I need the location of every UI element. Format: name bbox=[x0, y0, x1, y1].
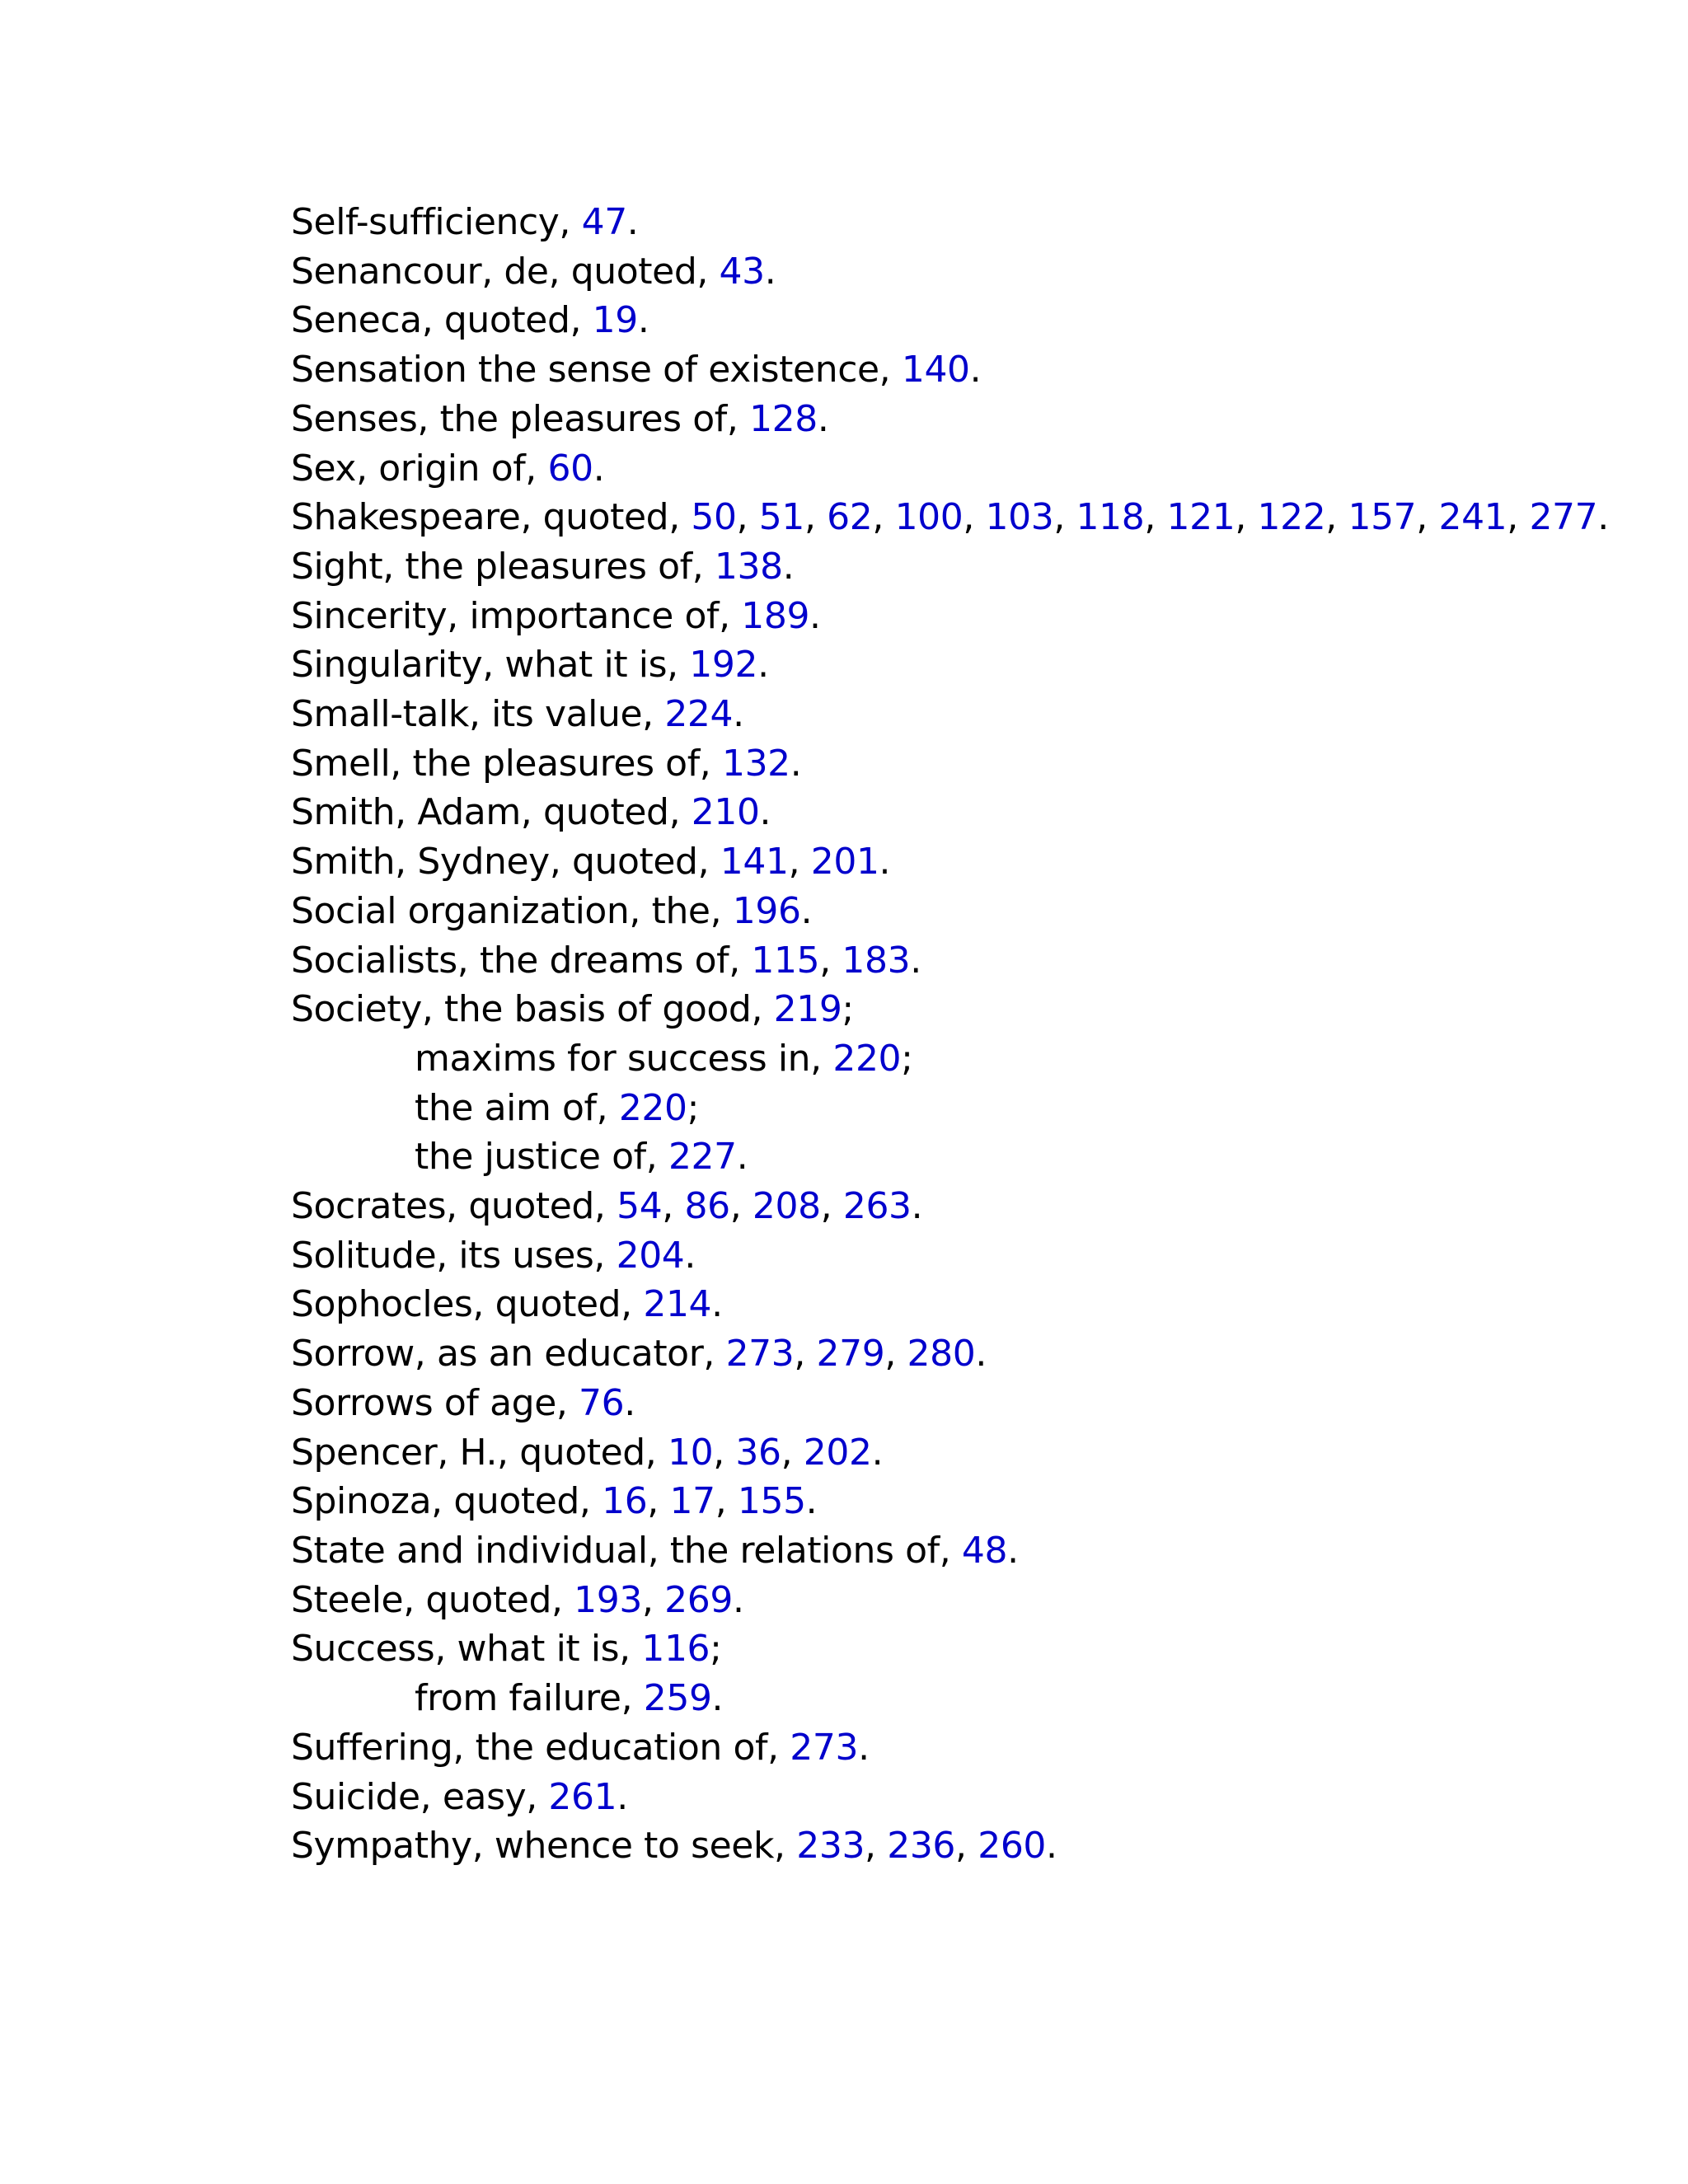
page-link[interactable]: 118 bbox=[1076, 496, 1145, 539]
entry-terminator: . bbox=[617, 1775, 628, 1818]
entry-terminator: . bbox=[858, 1726, 870, 1769]
entry-terminator: . bbox=[637, 299, 649, 342]
page-separator: , bbox=[736, 496, 759, 539]
page-link[interactable]: 116 bbox=[641, 1628, 710, 1671]
index-term: Sophocles, quoted, bbox=[291, 1283, 632, 1326]
index-term: Solitude, its uses, bbox=[291, 1234, 605, 1277]
page-separator: , bbox=[729, 1185, 753, 1228]
entry-terminator: . bbox=[624, 1381, 635, 1424]
entry-terminator: ; bbox=[710, 1628, 722, 1671]
page-link[interactable]: 220 bbox=[832, 1037, 902, 1080]
page-link[interactable]: 263 bbox=[842, 1185, 912, 1228]
index-entry bbox=[291, 1428, 1651, 1478]
page-link[interactable]: 157 bbox=[1348, 496, 1417, 539]
index-entry bbox=[291, 345, 1651, 395]
entry-terminator: . bbox=[711, 1677, 724, 1720]
page-link[interactable]: 54 bbox=[617, 1185, 663, 1228]
page-link[interactable]: 261 bbox=[548, 1775, 617, 1818]
page-link[interactable]: 214 bbox=[643, 1283, 712, 1326]
page-link[interactable]: 241 bbox=[1438, 496, 1507, 539]
page-separator: , bbox=[1235, 496, 1258, 539]
entry-terminator: . bbox=[800, 889, 813, 932]
index-subentry bbox=[291, 1034, 1651, 1084]
page-link[interactable]: 269 bbox=[664, 1578, 733, 1621]
page-separator: , bbox=[662, 1185, 685, 1228]
page-link[interactable]: 60 bbox=[547, 447, 593, 490]
entry-terminator: . bbox=[805, 1480, 818, 1523]
index-term: Sympathy, whence to seek, bbox=[291, 1825, 785, 1868]
page-link[interactable]: 155 bbox=[737, 1480, 806, 1523]
page-link[interactable]: 233 bbox=[796, 1825, 865, 1868]
index-term: Sensation the sense of existence, bbox=[291, 349, 891, 391]
page-link[interactable]: 48 bbox=[961, 1529, 1008, 1572]
page-link[interactable]: 17 bbox=[669, 1480, 715, 1523]
page-link[interactable]: 132 bbox=[721, 742, 790, 785]
entry-terminator: ; bbox=[687, 1086, 700, 1129]
index-entry bbox=[291, 1379, 1651, 1428]
page-link[interactable]: 100 bbox=[894, 496, 964, 539]
page-link[interactable]: 140 bbox=[901, 349, 970, 391]
index-term: Senses, the pleasures of, bbox=[291, 397, 738, 440]
page-link[interactable]: 277 bbox=[1529, 496, 1598, 539]
page-link[interactable]: 260 bbox=[978, 1825, 1047, 1868]
page-separator: , bbox=[1325, 496, 1348, 539]
page-link[interactable]: 51 bbox=[758, 496, 804, 539]
index-term: Sight, the pleasures of, bbox=[291, 545, 704, 588]
index-term: Suffering, the education of, bbox=[291, 1726, 779, 1769]
entry-terminator: . bbox=[911, 1185, 923, 1228]
index-subentry bbox=[291, 1084, 1651, 1133]
page-link[interactable]: 10 bbox=[667, 1431, 714, 1474]
page-link[interactable]: 193 bbox=[574, 1578, 642, 1621]
index-term: Smell, the pleasures of, bbox=[291, 742, 711, 785]
index-term: Social organization, the, bbox=[291, 889, 722, 932]
entry-terminator: . bbox=[809, 594, 821, 637]
page-link[interactable]: 210 bbox=[691, 791, 760, 834]
index-entry bbox=[291, 247, 1651, 297]
page-link[interactable]: 141 bbox=[720, 841, 789, 883]
page-link[interactable]: 86 bbox=[684, 1185, 730, 1228]
page-link[interactable]: 19 bbox=[592, 299, 638, 342]
index-entry bbox=[291, 296, 1651, 345]
index-entry bbox=[291, 1526, 1651, 1576]
page-link[interactable]: 138 bbox=[714, 545, 783, 588]
page-separator: , bbox=[788, 841, 811, 883]
entry-terminator: . bbox=[790, 742, 802, 785]
entry-terminator: . bbox=[593, 447, 605, 490]
index-term: Sincerity, importance of, bbox=[291, 594, 730, 637]
page-link[interactable]: 196 bbox=[732, 889, 801, 932]
index-entry bbox=[291, 1477, 1651, 1526]
entry-terminator: . bbox=[1007, 1529, 1019, 1572]
index-entry bbox=[291, 640, 1651, 690]
index-entry bbox=[291, 837, 1651, 887]
index-entry bbox=[291, 1624, 1651, 1674]
index-term: State and individual, the relations of, bbox=[291, 1529, 951, 1572]
entry-terminator: . bbox=[879, 841, 891, 883]
page-link[interactable]: 280 bbox=[907, 1333, 976, 1376]
index-term: Spencer, H., quoted, bbox=[291, 1431, 657, 1474]
index-term: Society, the basis of good, bbox=[291, 988, 763, 1031]
index-entry bbox=[291, 739, 1651, 789]
page-link[interactable]: 115 bbox=[751, 939, 820, 982]
page-separator: , bbox=[715, 1480, 738, 1523]
page-link[interactable]: 192 bbox=[689, 644, 758, 687]
index-list bbox=[291, 198, 1651, 1871]
index-term: Sorrow, as an educator, bbox=[291, 1333, 715, 1376]
entry-terminator: . bbox=[757, 644, 769, 687]
index-term: Smith, Sydney, quoted, bbox=[291, 841, 710, 883]
index-term: from failure, bbox=[415, 1677, 633, 1720]
index-entry bbox=[291, 985, 1651, 1034]
page-separator: , bbox=[1053, 496, 1076, 539]
page-separator: , bbox=[1416, 496, 1439, 539]
entry-terminator: . bbox=[684, 1234, 696, 1277]
page-link[interactable]: 236 bbox=[887, 1825, 956, 1868]
index-entry bbox=[291, 395, 1651, 444]
index-entry bbox=[291, 1280, 1651, 1329]
index-term: Senancour, de, quoted, bbox=[291, 250, 708, 293]
entry-terminator: . bbox=[626, 201, 639, 243]
index-entry bbox=[291, 592, 1651, 641]
page-link[interactable]: 189 bbox=[741, 594, 810, 637]
page-link[interactable]: 36 bbox=[735, 1431, 781, 1474]
page-link[interactable]: 201 bbox=[810, 841, 879, 883]
index-entry bbox=[291, 198, 1651, 247]
page-separator: , bbox=[963, 496, 986, 539]
page-separator: , bbox=[713, 1431, 736, 1474]
index-entry bbox=[291, 1329, 1651, 1379]
index-entry bbox=[291, 788, 1651, 837]
page-separator: , bbox=[884, 1333, 907, 1376]
page-separator: , bbox=[1144, 496, 1167, 539]
page-separator: , bbox=[781, 1431, 804, 1474]
index-term: Shakespeare, quoted, bbox=[291, 496, 680, 539]
index-term: Spinoza, quoted, bbox=[291, 1480, 591, 1523]
page-link[interactable]: 121 bbox=[1166, 496, 1236, 539]
index-term: the aim of, bbox=[415, 1086, 608, 1129]
page-separator: , bbox=[819, 939, 842, 982]
entry-terminator: . bbox=[733, 693, 744, 736]
index-term: the justice of, bbox=[415, 1136, 658, 1179]
index-entry bbox=[291, 542, 1651, 592]
index-entry bbox=[291, 1576, 1651, 1625]
page-link[interactable]: 279 bbox=[816, 1333, 885, 1376]
index-entry bbox=[291, 1723, 1651, 1773]
page-link[interactable]: 47 bbox=[581, 201, 627, 243]
page-separator: , bbox=[955, 1825, 978, 1868]
entry-terminator: . bbox=[732, 1578, 744, 1621]
entry-terminator: ; bbox=[842, 988, 854, 1031]
index-entry bbox=[291, 887, 1651, 936]
index-term: maxims for success in, bbox=[415, 1037, 822, 1080]
entry-terminator: . bbox=[759, 791, 771, 834]
page-link[interactable]: 103 bbox=[985, 496, 1054, 539]
page-link[interactable]: 224 bbox=[664, 693, 734, 736]
page-separator: , bbox=[1507, 496, 1530, 539]
index-term: Smith, Adam, quoted, bbox=[291, 791, 681, 834]
page-separator: , bbox=[865, 1825, 888, 1868]
page-link[interactable]: 273 bbox=[725, 1333, 795, 1376]
index-entry bbox=[291, 1773, 1651, 1822]
page-link[interactable]: 183 bbox=[842, 939, 911, 982]
page-link[interactable]: 208 bbox=[752, 1185, 821, 1228]
index-entry bbox=[291, 690, 1651, 739]
index-entry bbox=[291, 493, 1651, 542]
entry-terminator: . bbox=[871, 1431, 884, 1474]
index-term: Seneca, quoted, bbox=[291, 299, 582, 342]
page-link[interactable]: 50 bbox=[691, 496, 737, 539]
entry-terminator: . bbox=[764, 250, 776, 293]
page-link[interactable]: 219 bbox=[773, 988, 842, 1031]
index-subentry bbox=[291, 1132, 1651, 1182]
index-term: Socrates, quoted, bbox=[291, 1185, 606, 1228]
index-subentry bbox=[291, 1674, 1651, 1723]
page-separator: , bbox=[820, 1185, 843, 1228]
page-link[interactable]: 259 bbox=[643, 1677, 712, 1720]
page-separator: , bbox=[804, 496, 828, 539]
index-term: Steele, quoted, bbox=[291, 1578, 563, 1621]
index-entry bbox=[291, 936, 1651, 986]
page-link[interactable]: 202 bbox=[803, 1431, 872, 1474]
index-term: Sorrows of age, bbox=[291, 1381, 568, 1424]
entry-terminator: . bbox=[711, 1283, 723, 1326]
page-link[interactable]: 220 bbox=[618, 1086, 687, 1129]
entry-terminator: . bbox=[910, 939, 921, 982]
entry-terminator: . bbox=[782, 545, 795, 588]
page-link[interactable]: 204 bbox=[616, 1234, 685, 1277]
page-link[interactable]: 62 bbox=[827, 496, 873, 539]
index-term: Sex, origin of, bbox=[291, 447, 537, 490]
page-link[interactable]: 76 bbox=[579, 1381, 625, 1424]
entry-terminator: . bbox=[969, 349, 982, 391]
index-entry bbox=[291, 1821, 1651, 1871]
entry-terminator: ; bbox=[901, 1037, 913, 1080]
index-term: Socialists, the dreams of, bbox=[291, 939, 740, 982]
page-separator: , bbox=[872, 496, 895, 539]
index-entry bbox=[291, 1231, 1651, 1281]
index-entry bbox=[291, 1182, 1651, 1231]
page-link[interactable]: 128 bbox=[749, 397, 818, 440]
page-link[interactable]: 122 bbox=[1257, 496, 1326, 539]
entry-terminator: . bbox=[817, 397, 829, 440]
entry-terminator: . bbox=[975, 1333, 987, 1376]
page-link[interactable]: 273 bbox=[790, 1726, 859, 1769]
entry-terminator: . bbox=[736, 1136, 748, 1179]
page-link[interactable]: 227 bbox=[668, 1136, 737, 1179]
page-link[interactable]: 16 bbox=[602, 1480, 648, 1523]
page-separator: , bbox=[794, 1333, 817, 1376]
page-separator: , bbox=[647, 1480, 670, 1523]
entry-terminator: . bbox=[1046, 1825, 1057, 1868]
index-term: Suicide, easy, bbox=[291, 1775, 537, 1818]
index-term: Self-sufficiency, bbox=[291, 201, 570, 243]
entry-terminator: . bbox=[1597, 496, 1609, 539]
page-link[interactable]: 43 bbox=[719, 250, 765, 293]
index-entry bbox=[291, 444, 1651, 494]
index-term: Success, what it is, bbox=[291, 1628, 631, 1671]
page-separator: , bbox=[641, 1578, 665, 1621]
index-term: Small-talk, its value, bbox=[291, 693, 654, 736]
index-term: Singularity, what it is, bbox=[291, 644, 678, 687]
